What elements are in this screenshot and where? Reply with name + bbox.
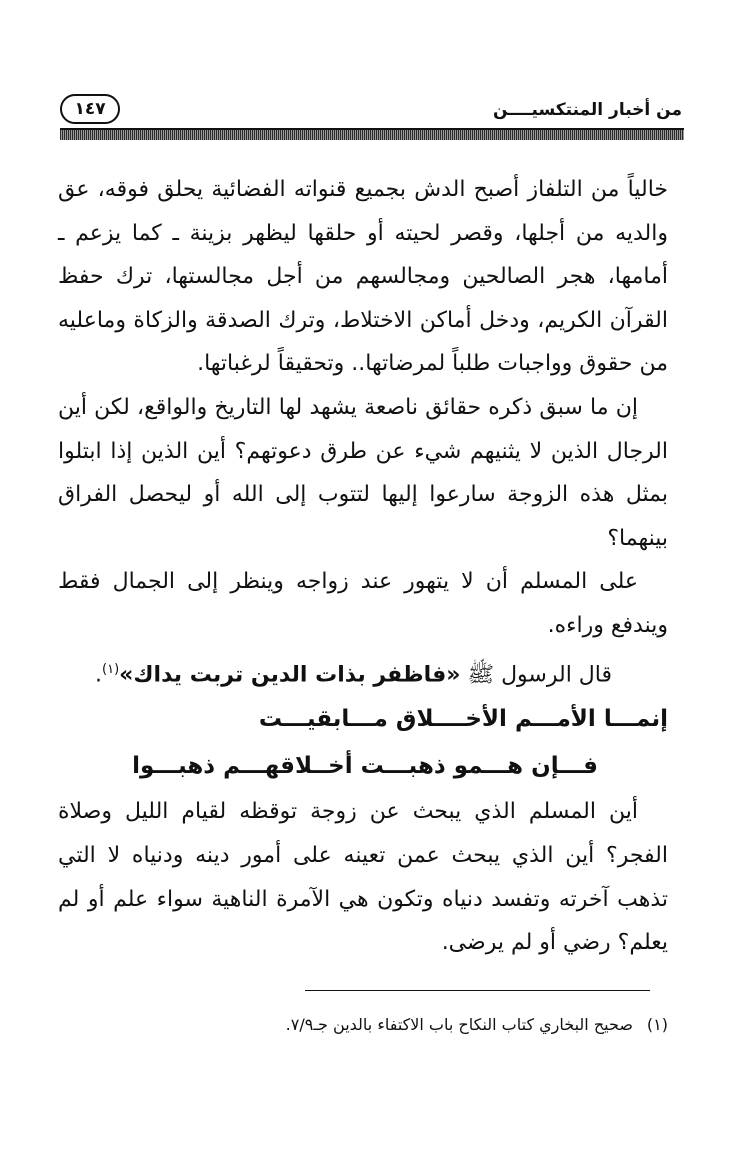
quote-end: . (95, 661, 103, 687)
page-body (58, 168, 668, 965)
poem-line-1: إنمـــا الأمـــم الأخــــلاق مـــابقيـــت (258, 706, 668, 733)
footnote-divider (305, 990, 650, 991)
footnote-number: (١) (646, 1015, 668, 1034)
page-number: ١٤٧ (74, 99, 106, 119)
footnote-ref: (١) (102, 661, 120, 677)
footnote-text: صحيح البخاري كتاب النكاح باب الاكتفاء بالدين جـ٧/٩. (285, 1015, 633, 1034)
quote-intro: قال الرسول ﷺ (460, 661, 612, 687)
header-divider (60, 128, 684, 140)
quote-text: «فاظفر بذات الدين تربت يداك» (119, 661, 461, 687)
paragraph-3: على المسلم أن لا يتهور عند زواجه وينظر إلى الجمال فقط ويندفع وراءه. (58, 569, 668, 638)
hadith-quote (58, 648, 668, 697)
poem-line-2: فـــإن هـــمو ذهبـــت أخــلاقهـــم ذهبـــوا (132, 753, 598, 780)
paragraph-4: أين المسلم الذي يبحث عن زوجة توقظه لقيام الليل وصلاة الفجر؟ أين الذي يبحث عمن تعينه على أمور دينه ودنياه لا التي تذهب آخرته وتفسد دنياه وتكون هي الآمرة الناهية سواء علم أو لم يعلم؟ رضي أو لم يرضى. (58, 799, 668, 956)
footnote (58, 1012, 668, 1038)
page-number-badge (60, 94, 120, 124)
paragraph-1: خالياً من التلفاز أصبح الدش بجميع قنواته الفضائية يحلق فوقه، عق والديه من أجلها، وقصر لحيته أو حلقها ليظهر بزينة ـ كما يزعم ـ أمامها، هجر الصالحين ومجالسهم من أجل مجالستها، ترك حفظ القرآن الكريم، ودخل أماكن الاختلاط، وترك الصدقة والزكاة وماعليه من حقوق وواجبات طلباً لمرضاتها.. وتحقيقاً لرغباتها. (58, 177, 668, 377)
running-title: من أخبار المنتكسيــــن (492, 100, 682, 120)
paragraph-2: إن ما سبق ذكره حقائق ناصعة يشهد لها التاريخ والواقع، لكن أين الرجال الذين لا يثنيهم شيء عن طرق دعوتهم؟ أين الذين إذا ابتلوا بمثل هذه الزوجة سارعوا إليها لتتوب إلى الله أو ليحصل الفراق بينهما؟ (58, 394, 668, 551)
page-header (60, 92, 682, 126)
